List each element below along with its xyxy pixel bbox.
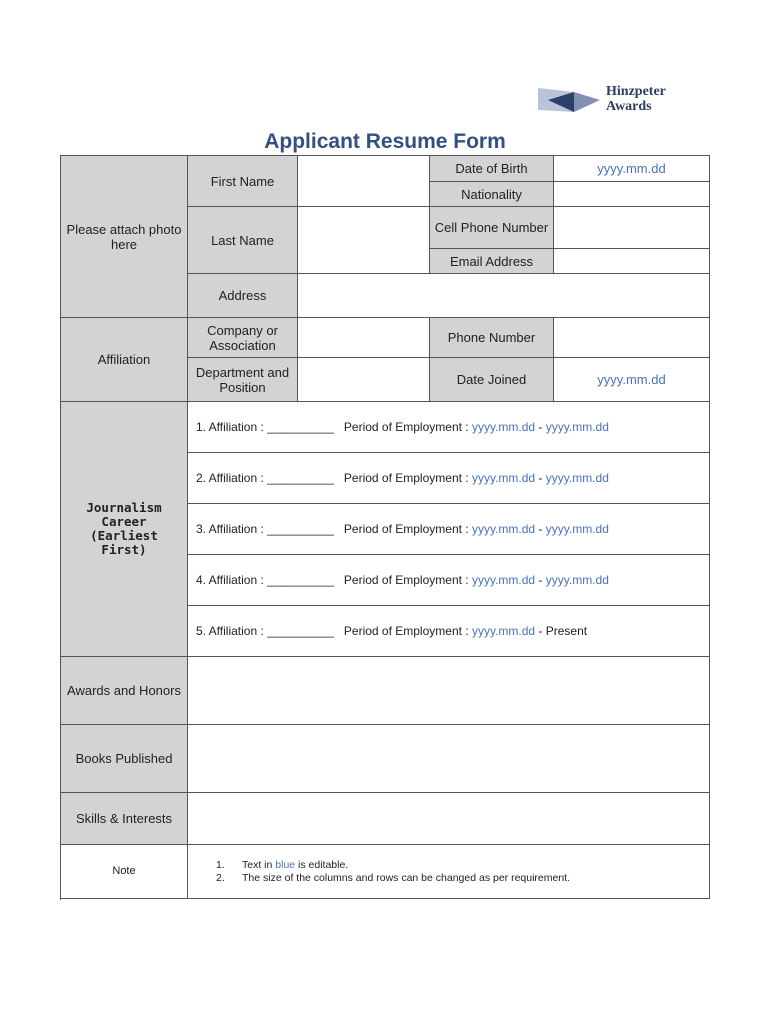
logo-mark-icon [538, 86, 600, 116]
cell-phone-field[interactable] [554, 207, 710, 249]
last-name-label: Last Name [188, 207, 298, 274]
date-joined-label: Date Joined [430, 358, 554, 402]
awards-field[interactable] [188, 657, 710, 725]
phone-label: Phone Number [430, 318, 554, 358]
company-field[interactable] [298, 318, 430, 358]
note-list [188, 845, 710, 899]
nationality-field[interactable] [554, 182, 710, 207]
note-item: 1. Text in blue is editable. [216, 858, 349, 871]
address-field[interactable] [298, 274, 710, 318]
date-joined-field[interactable]: yyyy.mm.dd [554, 358, 710, 402]
last-name-field[interactable] [298, 207, 430, 274]
company-label: Company or Association [188, 318, 298, 358]
career-label: Journalism Career (Earliest First) [61, 402, 188, 657]
hinzpeter-logo [538, 84, 688, 120]
career-row[interactable]: 2. Affiliation : __________ Period of Employment : yyyy.mm.dd - yyyy.mm.dd [188, 453, 710, 504]
nationality-label: Nationality [430, 182, 554, 207]
date-of-birth-label: Date of Birth [430, 156, 554, 182]
address-label: Address [188, 274, 298, 318]
note-item: 2. The size of the columns and rows can be changed as per requirement. [216, 871, 571, 884]
skills-label: Skills & Interests [61, 793, 188, 845]
first-name-label: First Name [188, 156, 298, 207]
awards-label: Awards and Honors [61, 657, 188, 725]
first-name-field[interactable] [298, 156, 430, 207]
career-row[interactable]: 4. Affiliation : __________ Period of Employment : yyyy.mm.dd - yyyy.mm.dd [188, 555, 710, 606]
phone-field[interactable] [554, 318, 710, 358]
books-label: Books Published [61, 725, 188, 793]
date-of-birth-field[interactable]: yyyy.mm.dd [554, 156, 710, 182]
photo-placeholder[interactable]: Please attach photo here [61, 156, 188, 318]
cell-phone-label: Cell Phone Number [430, 207, 554, 249]
affiliation-label: Affiliation [61, 318, 188, 402]
department-field[interactable] [298, 358, 430, 402]
logo-text: Hinzpeter Awards [606, 84, 666, 114]
career-row[interactable]: 1. Affiliation : __________ Period of Employment : yyyy.mm.dd - yyyy.mm.dd [188, 402, 710, 453]
resume-form-table [60, 155, 710, 900]
career-row[interactable]: 3. Affiliation : __________ Period of Employment : yyyy.mm.dd - yyyy.mm.dd [188, 504, 710, 555]
career-row[interactable]: 5. Affiliation : __________ Period of Employment : yyyy.mm.dd - Present [188, 606, 710, 657]
email-label: Email Address [430, 249, 554, 274]
note-label: Note [61, 845, 188, 899]
page-title: Applicant Resume Form [264, 130, 506, 153]
books-field[interactable] [188, 725, 710, 793]
department-label: Department and Position [188, 358, 298, 402]
email-field[interactable] [554, 249, 710, 274]
skills-field[interactable] [188, 793, 710, 845]
